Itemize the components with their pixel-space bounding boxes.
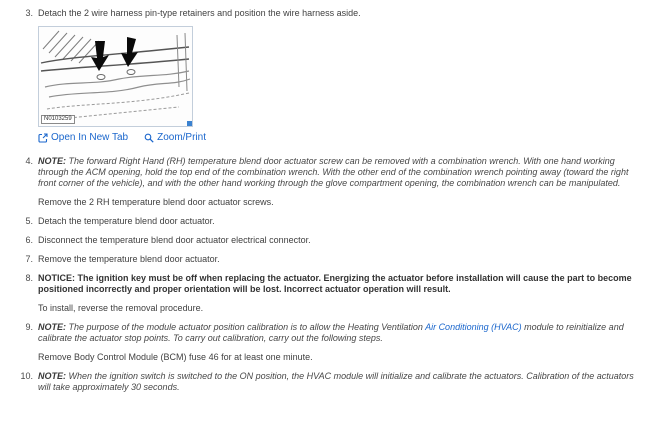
- step-number: 5.: [25, 216, 33, 226]
- step-item-3: [14, 8, 640, 148]
- magnifier-icon: [144, 133, 154, 143]
- step-number: 7.: [25, 254, 33, 264]
- step-note: [38, 322, 640, 344]
- step-followup: To install, reverse the removal procedure.: [38, 303, 204, 313]
- figure-links: [38, 132, 640, 144]
- figure-block: [38, 26, 640, 144]
- step-item-7: [14, 254, 640, 265]
- step-item-10: [14, 371, 640, 393]
- air-conditioning-link[interactable]: Air Conditioning: [425, 322, 489, 332]
- step-text: Remove the temperature blend door actuator.: [38, 254, 220, 264]
- diagram-drawing: [39, 27, 192, 126]
- step-followup: Remove Body Control Module (BCM) fuse 46 for at least one minute.: [38, 352, 313, 362]
- step-note: [38, 156, 640, 189]
- step-item-4: [14, 156, 640, 208]
- step-note: [38, 371, 640, 393]
- note-text: When the ignition switch is switched to the ON position, the HVAC module will initialize and calibrate the actuators. Calibration of the actuators will take approximately 30 seconds.: [38, 371, 634, 392]
- zoom-print-label: Zoom/Print: [157, 132, 206, 143]
- notice-body: The ignition key must be off when replacing the actuator. Energizing the actuator before installation will cause the part to become positioned incorrectly and proper orientation will be lost. Incorrect actuator operation will result.: [38, 273, 632, 294]
- image-corner-handle: [187, 121, 192, 126]
- step-text: Detach the temperature blend door actuator.: [38, 216, 215, 226]
- step-item-9: [14, 322, 640, 363]
- zoom-print-link[interactable]: [144, 132, 206, 144]
- note-text-segment: The purpose of the module actuator position calibration is to allow the Heating Ventilation: [68, 322, 426, 332]
- step-text: Disconnect the temperature blend door actuator electrical connector.: [38, 235, 311, 245]
- hvac-link[interactable]: (HVAC): [491, 322, 522, 332]
- note-label: NOTE:: [38, 322, 66, 332]
- note-label: NOTE:: [38, 371, 66, 381]
- step-followup: Remove the 2 RH temperature blend door actuator screws.: [38, 197, 274, 207]
- note-text: The forward Right Hand (RH) temperature blend door actuator screw can be removed with a combination wrench. With one hand working through the ACM opening, hold the top end of the combination wrench. With the other end of the combination wrench pointing away (toward the right front corner of the vehicle), and with the other hand working through the glove compartment opening, the combination wrench can be manipulated.: [38, 156, 629, 188]
- step-number: 8.: [25, 273, 33, 283]
- open-in-new-tab-link[interactable]: [38, 132, 128, 144]
- note-label: NOTE:: [38, 156, 66, 166]
- image-reference-label: N0103259: [41, 115, 75, 124]
- step-number: 6.: [25, 235, 33, 245]
- notice-label: NOTICE:: [38, 273, 75, 283]
- open-in-new-tab-label: Open In New Tab: [51, 132, 129, 143]
- step-notice: [38, 273, 640, 295]
- diagram-image[interactable]: [38, 26, 193, 127]
- external-link-icon: [38, 133, 48, 143]
- step-number: 10.: [20, 371, 33, 381]
- step-text: Detach the 2 wire harness pin-type retainers and position the wire harness aside.: [38, 8, 361, 18]
- step-item-5: [14, 216, 640, 227]
- step-number: 4.: [25, 156, 33, 166]
- step-number: 3.: [25, 8, 33, 18]
- step-item-8: [14, 273, 640, 314]
- step-number: 9.: [25, 322, 33, 332]
- step-item-6: [14, 235, 640, 246]
- note-text-segment: module to reinitialize and calibrate the actuator stop points. To carry out calibration, carry out the following steps.: [38, 322, 624, 343]
